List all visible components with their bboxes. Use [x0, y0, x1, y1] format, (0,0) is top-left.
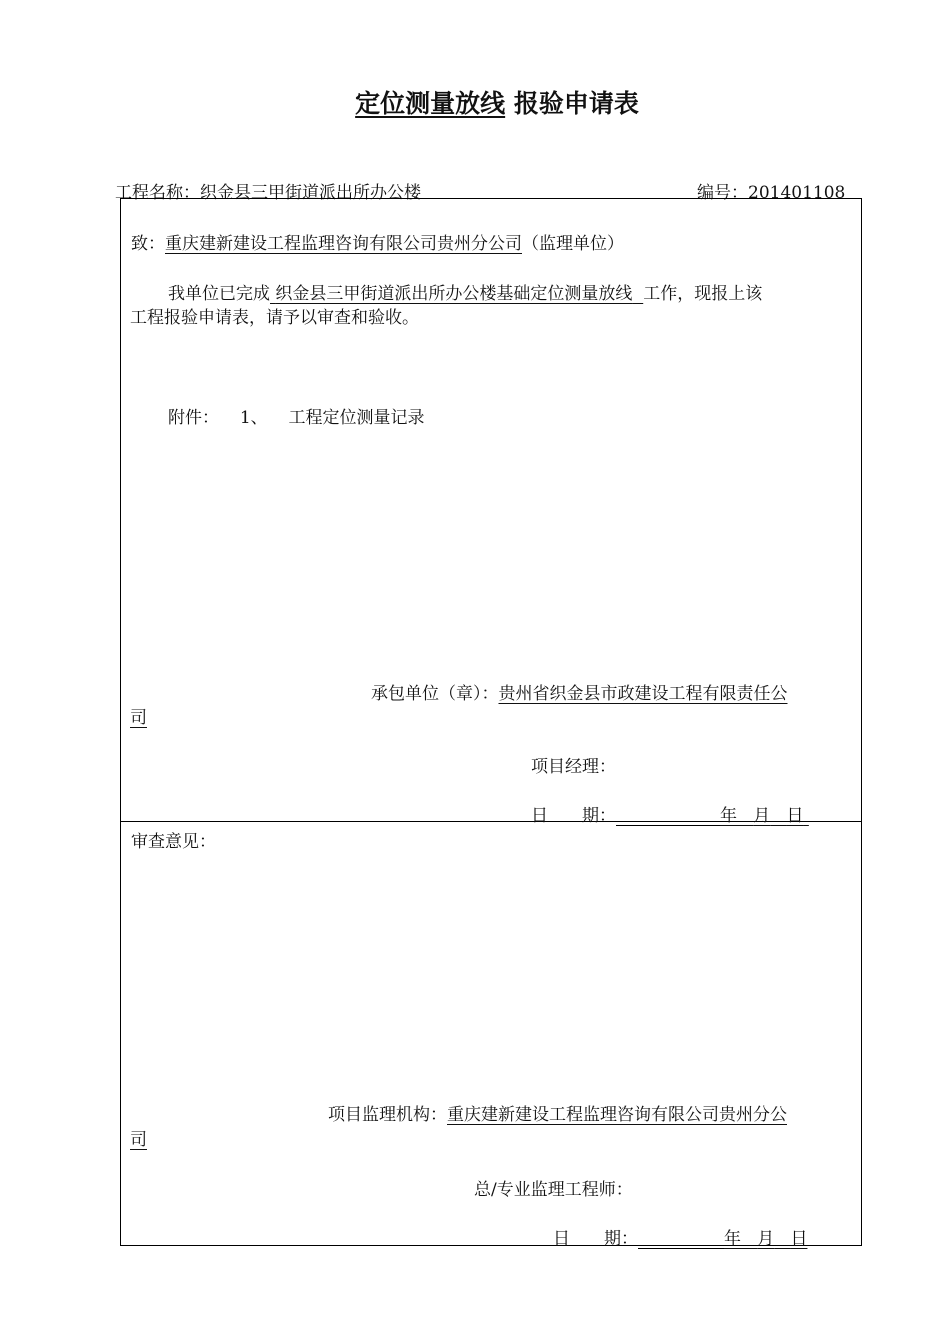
review-date-row	[553, 1224, 807, 1249]
contractor-label: 承包单位（章）：	[371, 684, 499, 704]
project-name-value: 织金县三甲街道派出所办公楼	[200, 183, 421, 203]
title-part2: 报验申请表	[513, 89, 639, 118]
attachment-row	[168, 403, 424, 428]
supervising-engineer-label: 总/专业监理工程师：	[474, 1180, 633, 1200]
form-number-label: 编号：	[697, 183, 748, 203]
addressee-row	[131, 229, 624, 254]
body-line2: 工程报验申请表，请予以审查和验收。	[130, 308, 419, 328]
supervision-org-row	[328, 1100, 787, 1125]
title-part1: 定位测量放线	[355, 89, 506, 118]
contractor-month: 月	[753, 806, 771, 826]
review-date-ymd	[724, 1229, 807, 1249]
body-line1	[168, 279, 762, 304]
addressee-suffix: （监理单位）	[522, 234, 624, 254]
work-description-text: 织金县三甲街道派出所办公楼基础定位测量放线	[275, 284, 633, 304]
form-frame	[120, 198, 862, 1246]
supervision-org-line2: 司	[130, 1130, 147, 1150]
project-manager-label: 项目经理：	[531, 757, 616, 777]
review-day: 日	[790, 1229, 808, 1249]
contractor-date-ymd	[720, 806, 809, 826]
addressee-company: 重庆建新建设工程监理咨询有限公司贵州分公司	[165, 234, 522, 254]
review-month: 月	[757, 1229, 775, 1249]
body-line1-suffix: 工作，现报上该	[643, 284, 763, 304]
review-opinion-label: 审查意见：	[131, 832, 216, 852]
page-title	[0, 84, 950, 120]
contractor-day: 日	[786, 806, 804, 826]
supervision-org-line1: 重庆建新建设工程监理咨询有限公司贵州分公	[447, 1105, 787, 1125]
attachment-index: 1、	[239, 408, 268, 428]
attachment-item: 工程定位测量记录	[288, 408, 425, 428]
addressee-prefix: 致：	[131, 234, 165, 254]
contractor-date-row	[531, 801, 809, 826]
review-date-label: 日 期：	[553, 1229, 638, 1249]
contractor-date-blank	[616, 809, 720, 826]
project-name-label: 工程名称：	[115, 183, 200, 203]
contractor-company-line1: 贵州省织金县市政建设工程有限责任公	[498, 684, 788, 704]
form-number-value: 201401108	[748, 183, 846, 203]
review-date-blank	[638, 1232, 724, 1249]
contractor-date-label: 日 期：	[531, 806, 616, 826]
body-line1-prefix: 我单位已完成	[168, 284, 270, 304]
contractor-company-line2: 司	[130, 708, 147, 728]
attachment-label: 附件：	[168, 408, 219, 428]
supervision-org-label: 项目监理机构：	[328, 1105, 447, 1125]
review-year: 年	[724, 1229, 741, 1249]
contractor-row	[371, 679, 788, 704]
contractor-year: 年	[720, 806, 737, 826]
work-description	[270, 284, 643, 304]
